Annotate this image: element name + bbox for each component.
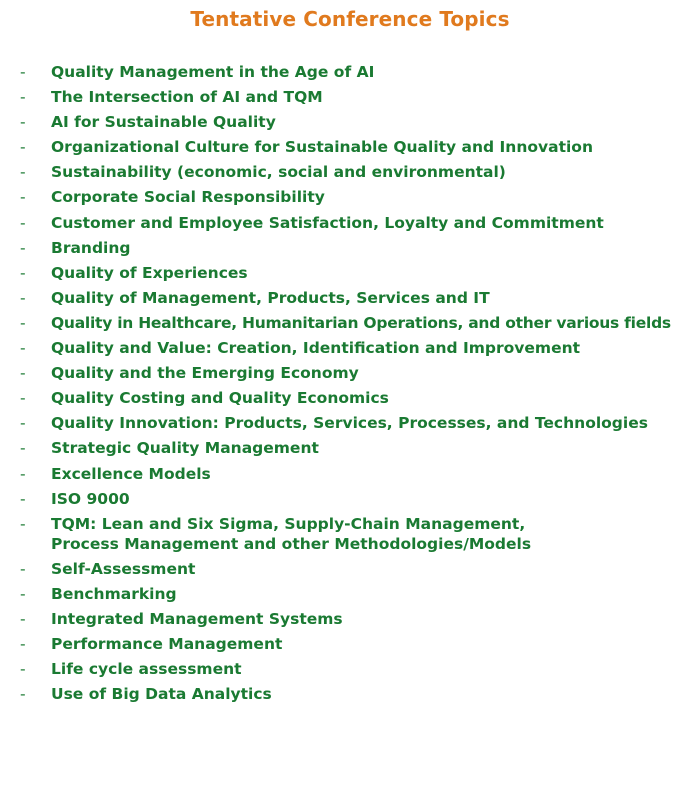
topic-item [0,489,700,509]
topic-text: Integrated Management Systems [51,609,343,628]
topic-item [0,263,700,283]
bullet-dash: - [20,584,26,603]
bullet-dash: - [20,489,26,508]
bullet-dash: - [20,138,26,157]
topic-text: TQM: Lean and Six Sigma, Supply-Chain Management, Process Management and other Methodologies/Models [51,514,532,553]
topic-item [0,137,700,157]
bullet-dash: - [20,464,26,483]
topic-item [0,388,700,408]
topic-text: Excellence Models [51,464,211,483]
topic-text: Quality and the Emerging Economy [51,364,359,383]
topic-item [0,112,700,132]
bullet-dash: - [20,414,26,433]
topic-text: Benchmarking [51,584,177,603]
topic-text: Life cycle assessment [51,660,242,679]
topic-item [0,684,700,704]
bullet-dash: - [20,288,26,307]
topic-text: Customer and Employee Satisfaction, Loyalty and Commitment [51,213,604,232]
bullet-dash: - [20,389,26,408]
bullet-dash: - [20,685,26,704]
topic-item [0,514,700,554]
topic-item [0,464,700,484]
topic-text: AI for Sustainable Quality [51,113,276,132]
page-title: Tentative Conference Topics [190,7,510,31]
bullet-dash: - [20,339,26,358]
topic-item [0,213,700,233]
topic-text: Corporate Social Responsibility [51,188,325,207]
bullet-dash: - [20,439,26,458]
topic-item [0,413,700,433]
bullet-dash: - [20,63,26,81]
topic-text: Quality in Healthcare, Humanitarian Operations, and other various fields [51,313,671,332]
bullet-dash: - [20,559,26,578]
topic-text: The Intersection of AI and TQM [51,88,323,107]
topic-text: Quality Management in the Age of AI [51,63,375,81]
bullet-dash: - [20,263,26,282]
topic-item [0,238,700,258]
topic-text: Branding [51,238,131,257]
topic-item [0,87,700,107]
bullet-dash: - [20,514,26,533]
topic-item [0,559,700,579]
topic-text: Sustainability (economic, social and environmental) [51,163,506,182]
topic-item [0,609,700,629]
topic-text: Quality of Experiences [51,263,248,282]
topic-list [0,62,700,709]
topic-text: Self-Assessment [51,559,196,578]
topic-item [0,634,700,654]
bullet-dash: - [20,660,26,679]
topic-text: Use of Big Data Analytics [51,685,272,704]
topic-item [0,313,700,333]
bullet-dash: - [20,364,26,383]
topic-item [0,584,700,604]
bullet-dash: - [20,238,26,257]
topic-text: Quality Costing and Quality Economics [51,389,389,408]
topic-text: Strategic Quality Management [51,439,319,458]
bullet-dash: - [20,188,26,207]
topic-item [0,438,700,458]
topic-text: Performance Management [51,635,283,654]
topic-item [0,187,700,207]
topic-text: Organizational Culture for Sustainable Quality and Innovation [51,138,593,157]
bullet-dash: - [20,213,26,232]
bullet-dash: - [20,88,26,107]
topic-item [0,162,700,182]
bullet-dash: - [20,313,26,332]
bullet-dash: - [20,635,26,654]
topic-item [0,288,700,308]
topic-item [0,62,700,82]
bullet-dash: - [20,113,26,132]
topic-text: Quality and Value: Creation, Identification and Improvement [51,339,581,358]
topic-text: Quality Innovation: Products, Services, Processes, and Technologies [51,414,648,433]
topic-item [0,659,700,679]
topic-text: Quality of Management, Products, Services and IT [51,288,490,307]
bullet-dash: - [20,609,26,628]
bullet-dash: - [20,163,26,182]
topic-item [0,338,700,358]
topic-item [0,363,700,383]
topic-text: ISO 9000 [51,489,130,508]
